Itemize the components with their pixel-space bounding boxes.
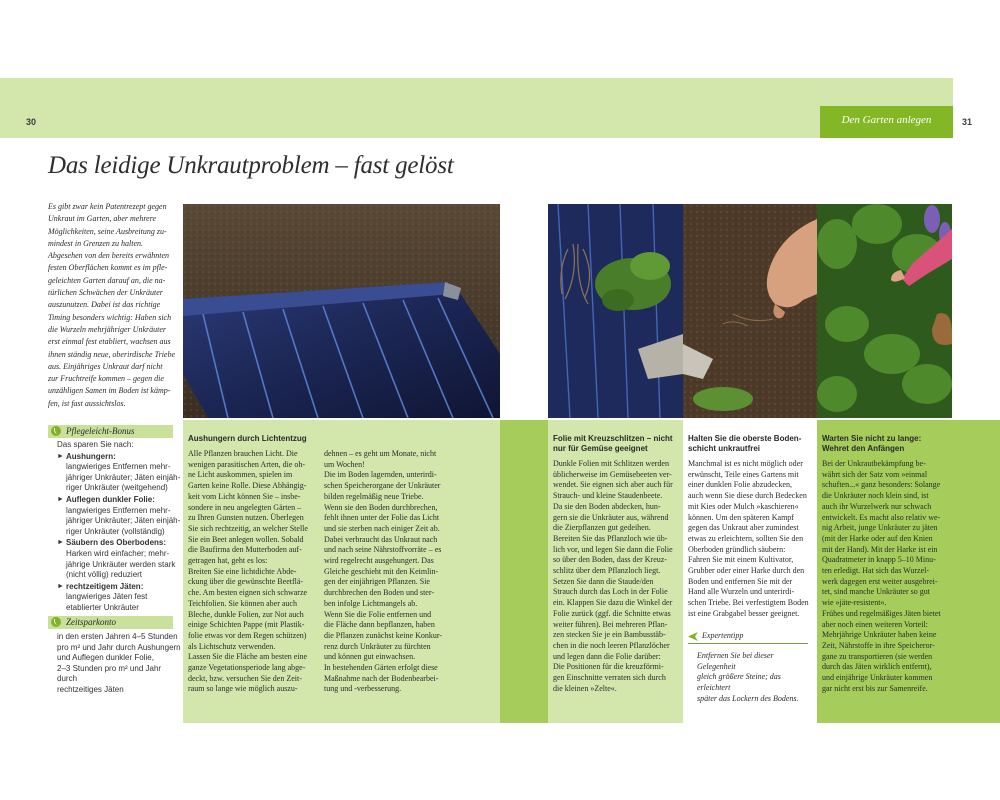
bonus-term: Auflegen dunkler Folie: — [66, 494, 155, 504]
text-line: zu Ihren Gunsten nutzen. Überlegen — [188, 513, 304, 523]
text-line: mit Kies oder Mulch »kaschieren« — [688, 501, 799, 511]
column-heading — [822, 434, 952, 454]
text-line: durch das Jäten wirklich entfernt), — [822, 662, 932, 672]
arrow-icon: ► — [57, 452, 64, 460]
text-line: einige Schichten Pappe (mit Plastik- — [188, 620, 305, 630]
zeit-line: rechtzeitiges Jäten — [57, 684, 124, 694]
text-line: In bestehenden Gärten erfolgt diese — [324, 663, 438, 673]
text-line: Lassen Sie die Fläche am besten eine — [188, 652, 308, 662]
text-line: Strauch- und kleine Staudenbeete. — [553, 491, 663, 501]
text-line: Hand alle Wurzeln und unterirdi- — [688, 587, 795, 597]
column-wehret-den-anfaengen — [822, 434, 952, 694]
text-line: sondere in neu angelegten Gärten – — [188, 502, 302, 512]
heading-line: Halten Sie die oberste Boden- — [688, 434, 802, 443]
text-line: etwas zu erleichtern, sollten Sie den — [688, 533, 804, 543]
text-line: um Wochen! — [324, 459, 365, 469]
intro-text — [48, 201, 176, 410]
text-line: ben infolge Lichtmangels ab. — [324, 598, 418, 608]
bonus-line: langwieriges Entfernen mehr- — [66, 505, 171, 515]
text-line: Da sie den Boden abdecken, hun- — [553, 501, 661, 511]
text-line: schlitz über dem Pflanzloch liegt. — [553, 566, 661, 576]
text-line: (mit der Harke oder auf den Knien — [822, 533, 933, 543]
text-line: Die Positionen für die kreuzförmi- — [553, 662, 664, 672]
bonus-list — [57, 440, 182, 615]
text-line: auch ihr Wurzelwerk nur schwach — [822, 501, 932, 511]
tip-line: gleich größere Steine; das erleichtert — [697, 672, 781, 693]
bonus-line: (nicht völlig) reduziert — [66, 570, 143, 580]
intro-line: aus. Einjähriges Unkraut darf nicht — [48, 361, 163, 371]
text-line: schen Triebe. Bei verfestigtem Boden — [688, 598, 809, 608]
page-number-left: 30 — [26, 117, 37, 127]
tip-line: später das Lockern des Bodens. — [697, 693, 799, 703]
text-line: auch wenn Sie diese durch Bedecken — [688, 491, 807, 501]
text-line: Strauch durch das Loch in der Folie — [553, 587, 668, 597]
text-line: entwickelt. Es macht also relativ we- — [822, 512, 941, 522]
text-line: können. Um den späteren Kampf — [688, 512, 794, 522]
text-line: weiter führen). Bei mehreren Pflan- — [553, 619, 668, 629]
text-line: so über den Boden, dass der Kreuz- — [553, 555, 667, 565]
text-line: ten erledigt. Hat sich das Wurzel- — [822, 566, 930, 576]
text-line: Gleiche geschieht mit den Keimlin- — [324, 566, 439, 576]
text-line: die Baufirma den Mutterboden auf- — [188, 545, 302, 555]
column-aushungern-continued — [324, 449, 474, 695]
text-line: renz durch Unkräuter zu fürchten — [324, 641, 431, 651]
intro-line: geleichten Garten darauf an, die na- — [48, 275, 166, 285]
zeit-line: und Auflegen dunkler Folie, — [57, 653, 154, 663]
zeit-line: in den ersten Jahren 4–5 Stunden — [57, 632, 178, 641]
expertentipp-header — [688, 631, 808, 643]
text-line: und einjährige Unkräuter kommen — [822, 673, 933, 683]
column-background-gutter — [500, 420, 548, 723]
text-line: Boden und entfernen Sie mit der — [688, 576, 793, 586]
text-line: nig Arbeit, junge Unkräuter zu jäten — [822, 523, 938, 533]
photo-black-foil — [183, 204, 500, 418]
intro-line: auszunutzen. Dabei ist das richtige — [48, 300, 161, 310]
tip-arrow-icon — [688, 632, 698, 641]
text-line: getragen hat, geht es los: — [188, 556, 268, 566]
bonus-line: jähriger Unkräuter; Jäten einjäh- — [66, 472, 181, 482]
arrow-icon: ► — [57, 539, 64, 547]
text-line: Bei der Unkrautbekämpfung be- — [822, 459, 926, 468]
text-line: und legen dann die Folie darüber: — [553, 651, 661, 661]
text-line: Grubber oder einer Harke durch den — [688, 566, 805, 576]
text-line: Setzen Sie dann die Staude/den — [553, 576, 654, 586]
zeitsparkonto-header — [48, 616, 173, 629]
text-line: Manchmal ist es nicht möglich oder — [688, 459, 803, 468]
heading-line: Warten Sie nicht zu lange: — [822, 434, 922, 443]
text-line: dehnen – es geht um Monate, nicht — [324, 449, 437, 458]
page-number-right: 31 — [962, 117, 973, 127]
text-line: gar nicht erst bis zur Samenreife. — [822, 683, 928, 693]
tip-line: Entfernen Sie bei dieser Gelegenheit — [697, 651, 774, 671]
intro-line: unzähligen Samen im Boden ist kämp- — [48, 386, 171, 396]
text-line: einer dunklen Folie abzudecken, — [688, 480, 792, 490]
text-line: Mehrjährige Unkräuter haben keine — [822, 630, 937, 640]
heading-line: Folie mit Kreuzschlitzen – nicht — [553, 434, 673, 443]
text-line: Sie sich rechtzeitig, an welcher Stelle — [188, 523, 308, 533]
arrow-icon: ► — [57, 495, 64, 503]
bonus-header — [48, 425, 173, 438]
text-line: lich vor, und legen Sie dann die Folie — [553, 544, 673, 554]
text-line: keit vom Licht können Sie – insbe- — [188, 491, 301, 501]
column-folie-kreuzschlitze — [553, 434, 683, 694]
zeit-line: 2–3 Stunden pro m² und Jahr durch — [57, 663, 162, 684]
text-line: Maßnahme nach der Bodenbearbei- — [324, 673, 439, 683]
heading-line: nur für Gemüse geeignet — [553, 444, 648, 453]
bonus-line: jährige Unkräuter werden stark — [66, 559, 176, 569]
column-aushungern — [188, 434, 338, 695]
text-line: üblicherweise im Gemüsebeeten ver- — [553, 469, 672, 479]
bonus-term: Aushungern: — [66, 451, 116, 461]
zeit-line: pro m² und Jahr durch Aushungern — [57, 642, 181, 652]
photo-soil-cleaning — [683, 204, 817, 418]
intro-line: Unkraut im Garten, aber mehrere — [48, 214, 157, 224]
bonus-item — [57, 582, 182, 614]
text-line: die Zierpflanzen gut gedeihen. — [553, 523, 651, 533]
text-line: Oberboden gründlich säubern: — [688, 544, 786, 554]
text-line: raum so lange wie möglich auszu- — [188, 684, 298, 694]
text-line: bilden regelmäßig neue Triebe. — [324, 491, 424, 501]
intro-line: die Wurzeln mehrjähriger Unkräuter — [48, 324, 166, 334]
text-line: wie »jäte-resistent«. — [822, 598, 887, 608]
zeitsparkonto-title: Zeitsparkonto — [66, 617, 117, 627]
text-line: ckung über die gewünschte Beetflä- — [188, 577, 304, 587]
bonus-line: etablierter Unkräuter — [66, 602, 139, 612]
text-line: und können gut einwachsen. — [324, 652, 416, 662]
text-line: die Fläche dann bepflanzen, haben — [324, 620, 435, 630]
text-line: und nach seine Nährstoffvorräte – es — [324, 545, 442, 555]
text-line: Garten keine Rolle. Diese Abhängig- — [188, 481, 307, 491]
intro-line: fen, ist fast aussichtslos. — [48, 398, 126, 408]
text-line: wendet. Sie eignen sich aber auch für — [553, 480, 673, 490]
text-line: fehlt ihnen unter der Folie das Licht — [324, 513, 440, 523]
heading-line: schicht unkrautfrei — [688, 444, 761, 453]
photo-weeding — [817, 204, 952, 418]
bonus-lead: Das sparen Sie nach: — [57, 440, 134, 449]
text-line: währt sich der Satz vom »einmal — [822, 469, 928, 479]
intro-line: Abgesehen von den bereits erwähnten — [48, 251, 170, 261]
text-line: folie etwas vor dem Regen schützen) — [188, 630, 307, 640]
bonus-title: Pflegeleicht-Bonus — [66, 426, 135, 436]
text-line: deckt, bzw. versuchen Sie den Zeit- — [188, 673, 302, 683]
text-line: mit der Hand). Mit der Harke ist ein — [822, 544, 938, 554]
bonus-item — [57, 495, 182, 537]
text-line: aber noch einen weiteren Vorteil: — [822, 619, 928, 629]
column-bodenschicht — [688, 434, 815, 620]
text-line: schen Speicherorgane der Unkräuter — [324, 481, 441, 491]
text-line: wenigen parasitischen Arten, die oh- — [188, 459, 306, 469]
bonus-line: Harken wird einfacher; mehr- — [66, 548, 170, 558]
text-line: erwünscht, Teile eines Gartens mit — [688, 469, 799, 479]
intro-line: erst einmal fest etabliert, wachsen aus — [48, 337, 171, 347]
text-line: Quadratmeter in knapp 5–10 Minu- — [822, 555, 936, 565]
text-line: werk dagegen erst weiter ausgebrei- — [822, 576, 938, 586]
intro-line: festen Oberflächen kommt es im pfle- — [48, 263, 168, 273]
text-line: Alle Pflanzen brauchen Licht. Die — [188, 449, 298, 458]
text-line: Sie ein Beet anlegen wollen. Sobald — [188, 534, 304, 544]
text-line: gen der einjährigen Pflanzen. Sie — [324, 577, 430, 587]
intro-line: Es gibt zwar kein Patentrezept gegen — [48, 202, 167, 211]
header-band — [0, 78, 953, 138]
text-line: wird regelrecht ausgehungert. Das — [324, 556, 434, 566]
text-line: Teichfolien. Sie können aber auch — [188, 598, 297, 608]
text-line: ist eine Grabgabel besser geeignet. — [688, 608, 800, 618]
expertentipp-text — [697, 651, 807, 705]
text-line: die kleinen »Zelte«. — [553, 683, 617, 693]
intro-line: Möglichkeiten, seine Ausbreitung zu- — [48, 226, 167, 236]
intro-line: türlichen Schwächen der Unkräuter — [48, 288, 163, 298]
text-line: die Unkräuter noch klein sind, ist — [822, 491, 929, 501]
photo-foil-planting — [548, 204, 683, 418]
page-title: Das leidige Unkrautproblem – fast gelöst — [48, 152, 454, 179]
text-line: gern sie die Unkräuter aus, während — [553, 512, 669, 522]
bonus-line: jähriger Unkräuter; Jäten einjäh- — [66, 516, 181, 526]
text-line: schuften...« ganz besonders: Solange — [822, 480, 941, 490]
zeitsparkonto-text — [57, 632, 182, 696]
text-line: Wenn sie den Boden durchbrechen, — [324, 502, 438, 512]
column-heading: Aushungern durch Lichtentzug — [188, 434, 307, 443]
column-heading — [688, 434, 815, 454]
intro-line: zur Fruchtreife kommen – gegen die — [48, 374, 164, 384]
intro-line: Timing besonders wichtig: Haben sich — [48, 312, 172, 322]
bonus-item — [57, 538, 182, 580]
text-line: Wenn Sie die Folie entfernen und — [324, 609, 432, 619]
text-line: Zeit, Nährstoffe in ihre Speicheror- — [822, 640, 935, 650]
text-line: Dunkle Folien mit Schlitzen werden — [553, 459, 669, 468]
text-line: Frühes und regelmäßiges Jäten bietet — [822, 608, 941, 618]
text-line: chen in die noch leeren Pflanzlöcher — [553, 640, 670, 650]
text-line: Dabei verbraucht das Unkraut nach — [324, 534, 438, 544]
text-line: gane zu transportieren (sie werden — [822, 651, 933, 661]
text-line: Fahren Sie mit einem Kultivator, — [688, 555, 794, 565]
leaf-icon — [51, 426, 61, 436]
text-line: Folie zurück (ggf. die Schnitte etwas — [553, 608, 671, 618]
text-line: Bleche, dunkle Folien, zur Not auch — [188, 609, 304, 619]
bonus-item — [57, 452, 182, 494]
text-line: gegen das Unkraut aber zumindest — [688, 523, 799, 533]
text-line: tet, sind manche Unkräuter so gut — [822, 587, 930, 597]
intro-line: ihnen ständig neue, oberirdische Triebe — [48, 349, 176, 359]
leaf-icon — [51, 617, 61, 627]
text-line: che. Am besten eignen sich schwarze — [188, 588, 308, 598]
section-label: Den Garten anlegen — [841, 114, 932, 126]
arrow-icon: ► — [57, 582, 64, 590]
text-line: Die im Boden lagernden, unterirdi- — [324, 470, 437, 480]
text-line: tung und -verbesserung. — [324, 684, 402, 694]
bonus-term: Säubern des Oberbodens: — [66, 538, 167, 548]
text-line: durchbrechen den Boden und ster- — [324, 588, 435, 598]
expertentipp-title: Expertentipp — [702, 631, 744, 640]
text-line: und sie sterben nach einiger Zeit ab. — [324, 523, 440, 533]
intro-line: mindest in Grenzen zu halten. — [48, 238, 144, 248]
text-line: die Pflanzen zunächst keine Konkur- — [324, 630, 443, 640]
bonus-line: riger Unkräuter (weitgehend) — [66, 483, 168, 493]
bonus-term: rechtzeitigem Jäten: — [66, 581, 144, 591]
text-line: als Lichtschutz verwenden. — [188, 641, 276, 651]
bonus-line: riger Unkräuter (vollständig) — [66, 526, 165, 536]
heading-line: Wehret den Anfängen — [822, 444, 905, 453]
text-line: Bereiten Sie das Pflanzloch wie üb- — [553, 533, 668, 543]
text-line: gen Einschnitte verraten sich durch — [553, 673, 666, 683]
text-line: ganze Vegetationsperiode lang abge- — [188, 663, 306, 673]
text-line: ne Licht auskommen, spielen im — [188, 470, 293, 480]
text-line: ein. Klappen Sie dazu die Winkel der — [553, 598, 673, 608]
bonus-line: langwieriges Entfernen mehr- — [66, 462, 171, 472]
divider — [688, 643, 808, 644]
column-heading — [553, 434, 683, 454]
text-line: zen stecken Sie je ein Bambusstäb- — [553, 630, 666, 640]
bonus-line: langwieriges Jäten fest — [66, 592, 148, 602]
text-line: Breiten Sie eine lichtdichte Abde- — [188, 566, 297, 576]
